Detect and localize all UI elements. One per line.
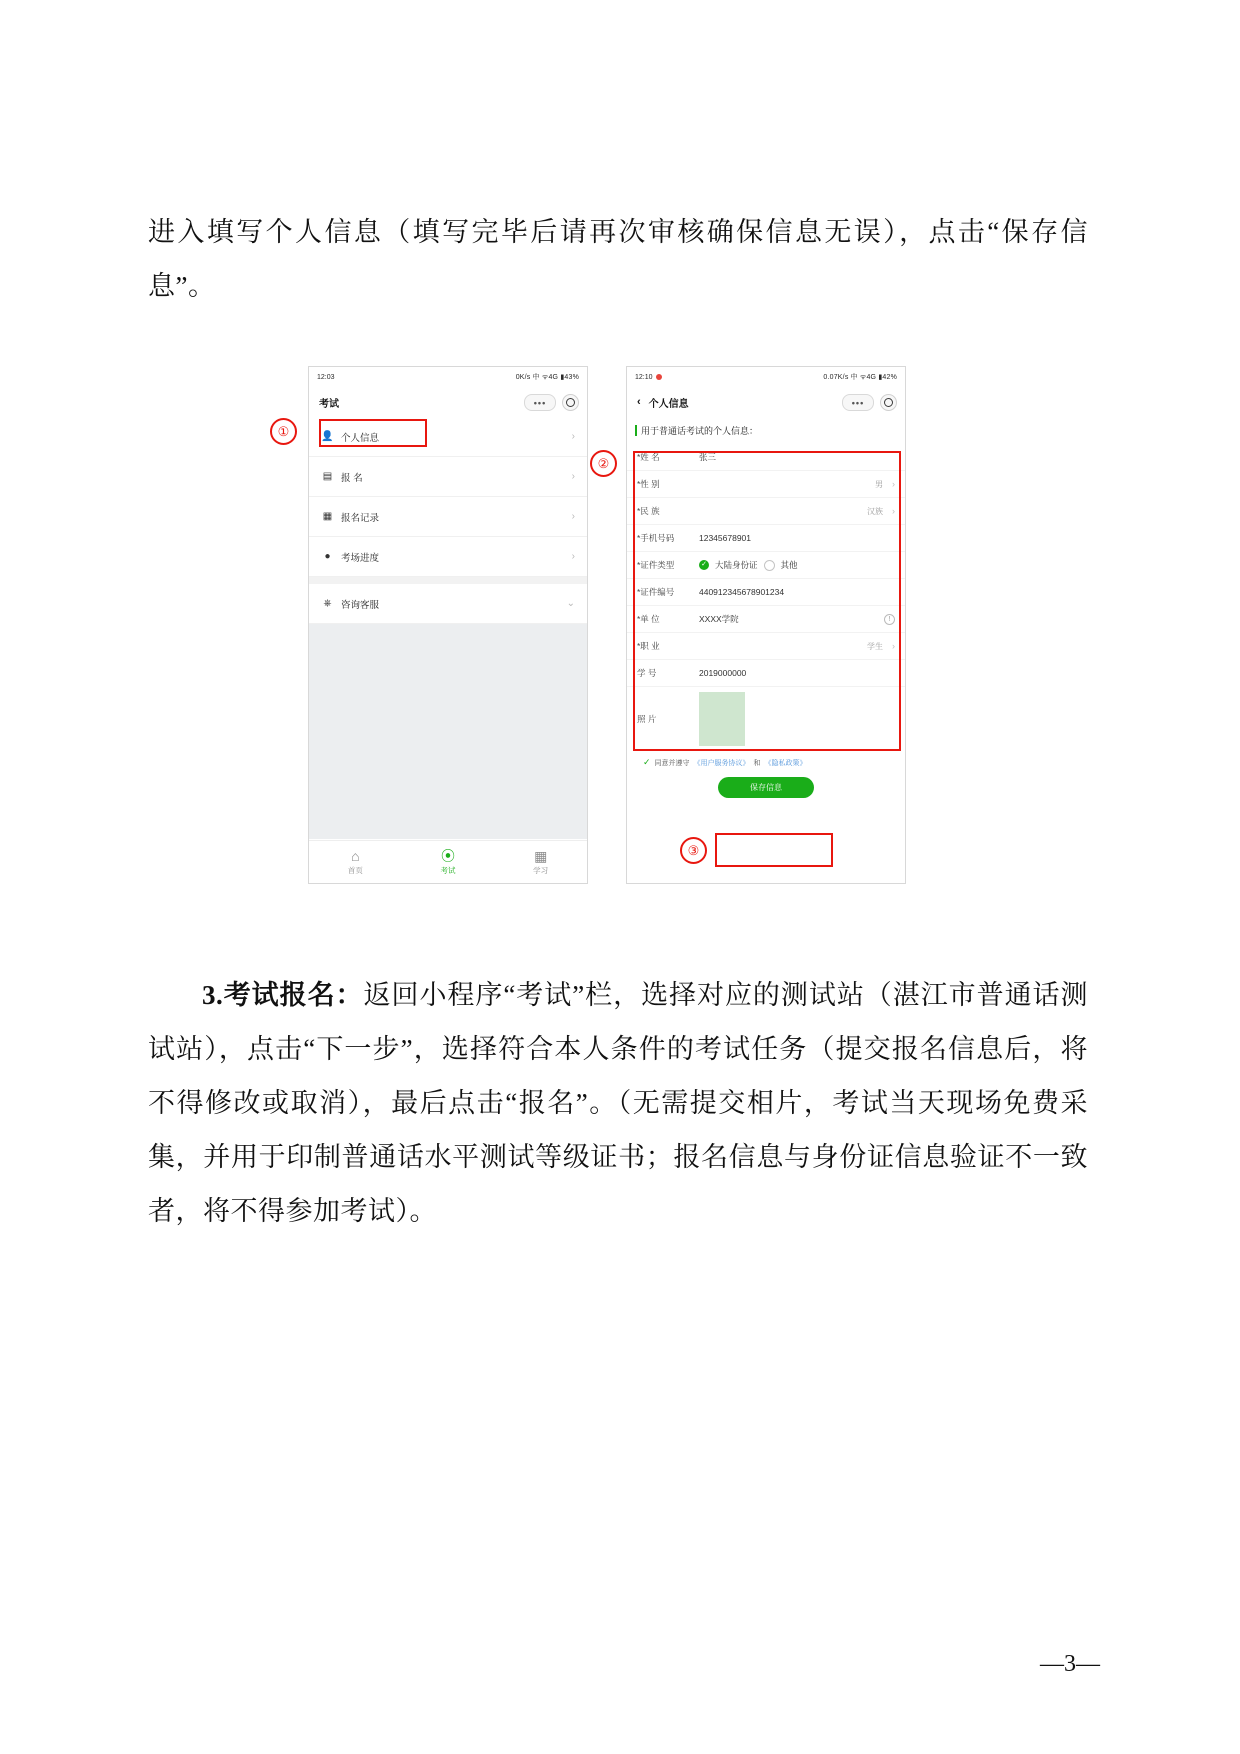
menu-label: 考场进度 bbox=[341, 552, 380, 564]
tab-label: 学习 bbox=[533, 865, 549, 875]
field-label: *单 位 bbox=[637, 614, 660, 624]
status-time-left: 12:03 bbox=[317, 373, 335, 381]
field-label: *民 族 bbox=[637, 506, 660, 516]
field-label: *手机号码 bbox=[637, 533, 675, 543]
status-network-right: 0.07K/s bbox=[823, 373, 849, 381]
radio-checked-icon[interactable]: ✓ bbox=[699, 560, 709, 570]
paragraph-bottom bbox=[148, 968, 1088, 1238]
field-label: *职 业 bbox=[637, 641, 660, 651]
check-icon[interactable]: ✓ bbox=[643, 757, 651, 767]
field-label: 照 片 bbox=[637, 714, 657, 724]
recording-dot-icon bbox=[656, 374, 662, 380]
list-divider bbox=[309, 577, 587, 584]
chevron-right-icon: › bbox=[571, 431, 575, 442]
more-dots-icon[interactable]: ••• bbox=[524, 394, 556, 411]
agreement-middle: 和 bbox=[753, 759, 761, 767]
annotation-marker-3: ③ bbox=[680, 837, 707, 864]
field-gender[interactable] bbox=[627, 471, 905, 498]
headset-icon: ⎈ bbox=[323, 598, 332, 609]
field-value: 学生 bbox=[867, 641, 883, 651]
status-network-left: 0K/s bbox=[515, 373, 531, 381]
navbar-right bbox=[627, 387, 905, 417]
annotation-box-save-button bbox=[715, 833, 833, 867]
radio-label-mainland-id: 大陆身份证 bbox=[715, 560, 758, 570]
chevron-right-icon: › bbox=[892, 641, 895, 651]
menu-label: 咨询客服 bbox=[341, 599, 380, 611]
field-value: 男 bbox=[875, 479, 883, 489]
field-label: *姓 名 bbox=[637, 452, 660, 462]
annotation-marker-1: ① bbox=[270, 418, 297, 445]
form-section-title: 用于普通话考试的个人信息： bbox=[627, 417, 905, 444]
chevron-right-icon: › bbox=[571, 471, 575, 482]
menu-list bbox=[309, 417, 587, 839]
menu-label: 个人信息 bbox=[341, 432, 380, 444]
field-label: 学 号 bbox=[637, 668, 657, 678]
mini-program-capsule-right[interactable] bbox=[842, 394, 897, 411]
field-label: *性 别 bbox=[637, 479, 660, 489]
agreement-prefix: 同意并遵守 bbox=[654, 759, 690, 767]
field-value: XXXX学院 bbox=[699, 614, 739, 624]
close-circle-icon[interactable] bbox=[562, 394, 579, 411]
home-icon: ⌂ bbox=[351, 847, 360, 864]
radio-label-other: 其他 bbox=[780, 560, 798, 570]
annotation-marker-2: ② bbox=[590, 450, 617, 477]
menu-item-customer-service[interactable] bbox=[309, 584, 587, 624]
field-name[interactable] bbox=[627, 444, 905, 471]
menu-label: 报名记录 bbox=[341, 512, 380, 524]
agreement-row[interactable] bbox=[627, 751, 905, 768]
phone-screenshot-right bbox=[626, 366, 906, 884]
clock-icon: ● bbox=[324, 551, 331, 562]
page-number: —3— bbox=[1040, 1651, 1100, 1677]
menu-item-personal-info[interactable] bbox=[309, 417, 587, 457]
info-icon[interactable]: ! bbox=[884, 614, 895, 625]
more-dots-icon[interactable]: ••• bbox=[842, 394, 874, 411]
personal-info-form bbox=[627, 444, 905, 751]
status-time-right: 12:10 bbox=[635, 373, 653, 381]
link-user-agreement[interactable]: 《用户服务协议》 bbox=[693, 759, 750, 767]
chevron-right-icon: › bbox=[892, 506, 895, 516]
link-privacy-policy[interactable]: 《隐私政策》 bbox=[764, 759, 807, 767]
field-phone[interactable] bbox=[627, 525, 905, 552]
tab-label: 考试 bbox=[440, 865, 456, 875]
field-ethnicity[interactable] bbox=[627, 498, 905, 525]
chevron-down-icon: ⌄ bbox=[566, 598, 575, 609]
status-icons-left: 中 ᯤ4G ▮43% bbox=[532, 374, 579, 381]
chevron-right-icon: › bbox=[571, 511, 575, 522]
field-value: 汉族 bbox=[867, 506, 883, 516]
field-photo[interactable] bbox=[627, 687, 905, 751]
chevron-right-icon: › bbox=[892, 479, 895, 489]
tab-label: 首页 bbox=[347, 865, 363, 875]
person-icon: 👤 bbox=[321, 431, 334, 442]
status-bar-right bbox=[627, 367, 905, 387]
status-icons-right: 中 ᯤ4G ▮42% bbox=[850, 374, 897, 381]
list-icon: ▤ bbox=[322, 471, 333, 482]
photo-thumbnail[interactable] bbox=[699, 692, 745, 746]
close-circle-icon[interactable] bbox=[880, 394, 897, 411]
paragraph-top: 进入填写个人信息（填写完毕后请再次审核确保信息无误），点击“保存信息”。 bbox=[148, 217, 1088, 301]
tab-study[interactable] bbox=[494, 841, 587, 883]
navbar-title-right: 个人信息 bbox=[648, 398, 689, 410]
field-student-number[interactable] bbox=[627, 660, 905, 687]
field-organization[interactable] bbox=[627, 606, 905, 633]
field-id-type[interactable] bbox=[627, 552, 905, 579]
navbar-title-left: 考试 bbox=[319, 398, 339, 410]
paragraph-bottom-heading: 3.考试报名： bbox=[202, 980, 364, 1010]
field-label: *证件编号 bbox=[637, 587, 675, 597]
mini-program-capsule-left[interactable] bbox=[524, 394, 579, 411]
exam-icon: ⦿ bbox=[441, 847, 455, 864]
field-id-number[interactable] bbox=[627, 579, 905, 606]
field-value: 440912345678901234 bbox=[699, 587, 785, 597]
tab-exam[interactable] bbox=[402, 841, 495, 883]
field-value: 12345678901 bbox=[699, 533, 752, 543]
menu-item-signup[interactable] bbox=[309, 457, 587, 497]
menu-item-exam-progress[interactable] bbox=[309, 537, 587, 577]
chevron-right-icon: › bbox=[571, 551, 575, 562]
radio-unchecked-icon[interactable] bbox=[764, 560, 775, 571]
field-value: 张三 bbox=[699, 452, 717, 462]
field-value: 2019000000 bbox=[699, 668, 747, 678]
phone-screenshot-left bbox=[308, 366, 588, 884]
save-info-button[interactable]: 保存信息 bbox=[718, 777, 814, 798]
record-icon: ▦ bbox=[322, 511, 333, 522]
status-bar-left bbox=[309, 367, 587, 387]
study-icon: ▦ bbox=[534, 847, 548, 864]
menu-label: 报 名 bbox=[341, 472, 363, 484]
navbar-left bbox=[309, 387, 587, 417]
field-occupation[interactable] bbox=[627, 633, 905, 660]
figure-screenshots bbox=[277, 366, 908, 886]
tab-home[interactable] bbox=[309, 841, 402, 883]
back-arrow-icon[interactable]: ‹ bbox=[637, 396, 641, 408]
empty-content-area bbox=[309, 624, 587, 839]
tab-bar-left bbox=[309, 840, 587, 883]
menu-item-signup-record[interactable] bbox=[309, 497, 587, 537]
field-label: *证件类型 bbox=[637, 560, 675, 570]
paragraph-bottom-text: 返回小程序“考试”栏，选择对应的测试站（湛江市普通话测试站），点击“下一步”，选择符合本人条件的考试任务（提交报名信息后，将不得修改或取消），最后点击“报名”。（无需提交相片，考试当天现场免费采集，并用于印制普通话水平测试等级证书；报名信息与身份证信息验证不一致者，将不得参加考试）。 bbox=[148, 980, 1089, 1226]
id-type-radio-group[interactable] bbox=[699, 559, 895, 571]
